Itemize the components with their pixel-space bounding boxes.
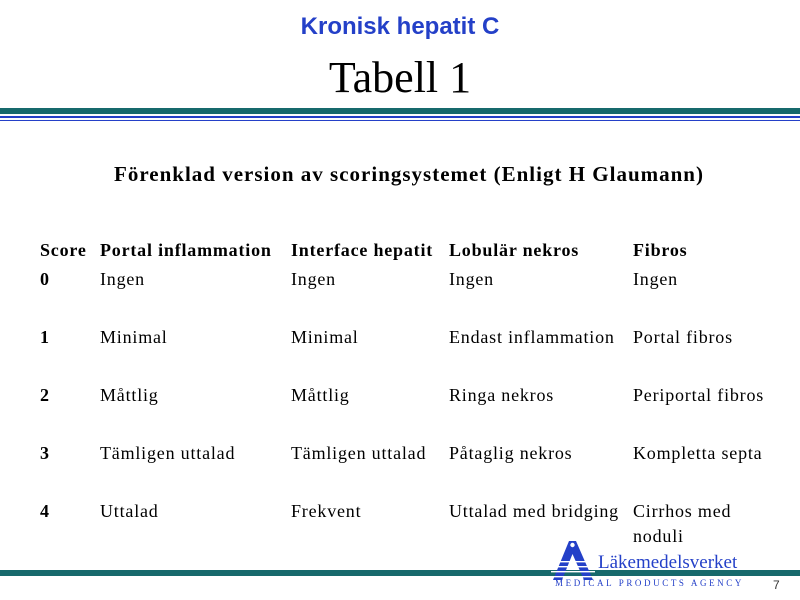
slide-title: Kronisk hepatit C — [300, 13, 500, 40]
interface-hepatit-cell: Ingen — [291, 269, 336, 289]
lobular-nekros-cell: Endast inflammation — [449, 327, 615, 347]
table-row — [0, 267, 800, 319]
score-cell: 2 — [40, 385, 50, 405]
lobular-nekros-cell: Ringa nekros — [449, 385, 555, 405]
portal-inflammation-cell: Uttalad — [100, 501, 159, 521]
interface-hepatit-cell: Måttlig — [291, 385, 350, 405]
interface-hepatit-cell: Minimal — [291, 327, 359, 347]
table-caption: Förenklad version av scoringsystemet (Enligt H Glaumann) — [114, 162, 704, 186]
table-row — [0, 441, 800, 493]
score-cell: 1 — [40, 327, 50, 347]
page-number: 7 — [773, 578, 780, 592]
header-rule-teal — [0, 108, 800, 114]
portal-inflammation-cell: Ingen — [100, 269, 145, 289]
lobular-nekros-cell: Uttalad med bridging — [449, 501, 619, 521]
fibros-cell: Periportal fibros — [633, 385, 765, 405]
fibros-cell: Ingen — [633, 269, 678, 289]
score-cell: 4 — [40, 501, 50, 521]
fibros-cell: Cirrhos med noduli — [633, 501, 732, 546]
table-row — [0, 325, 800, 377]
lakemedelsverket-logo-icon — [551, 539, 595, 581]
column-header-fibros: Fibros — [633, 240, 688, 260]
interface-hepatit-cell: Tämligen uttalad — [291, 443, 427, 463]
portal-inflammation-cell: Minimal — [100, 327, 168, 347]
interface-hepatit-cell: Frekvent — [291, 501, 362, 521]
column-header-interface-hepatit: Interface hepatit — [291, 240, 434, 260]
column-header-portal-inflammation: Portal inflammation — [100, 240, 272, 260]
table-row — [0, 499, 800, 551]
lobular-nekros-cell: Ingen — [449, 269, 494, 289]
lobular-nekros-cell: Påtaglig nekros — [449, 443, 573, 463]
slide-heading: Tabell 1 — [328, 53, 472, 102]
column-header-lobular-nekros: Lobulär nekros — [449, 240, 580, 260]
fibros-cell: Portal fibros — [633, 327, 733, 347]
table-row — [0, 383, 800, 435]
header-rule-blue — [0, 116, 800, 118]
portal-inflammation-cell: Måttlig — [100, 385, 159, 405]
score-cell: 3 — [40, 443, 50, 463]
column-header-score: Score — [40, 240, 87, 260]
logo-wordmark: Läkemedelsverket — [598, 552, 738, 573]
logo-tagline: MEDICAL PRODUCTS AGENCY — [555, 578, 744, 588]
score-cell: 0 — [40, 269, 50, 289]
fibros-cell: Kompletta septa — [633, 443, 763, 463]
header-rule-blue-thin — [0, 120, 800, 121]
portal-inflammation-cell: Tämligen uttalad — [100, 443, 236, 463]
